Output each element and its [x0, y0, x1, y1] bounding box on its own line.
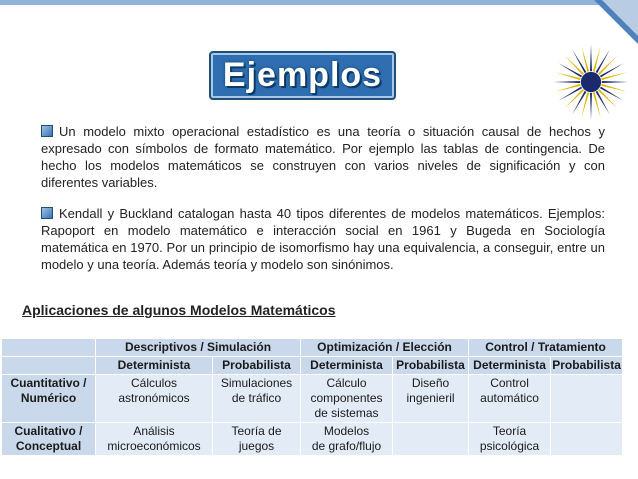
- group-header: Optimización / Elección: [301, 339, 469, 357]
- cell-text-line: Simulaciones: [220, 376, 293, 390]
- cell-text-line: Análisis: [133, 424, 175, 438]
- subheader: Determinista: [301, 357, 393, 375]
- table-row: [2, 375, 623, 423]
- paragraph-2-text: Kendall y Buckland catalogan hasta 40 tipos diferentes de modelos matemáticos. Ejemplos: Rapoport en modelo matemático e interacción social en 1961 y Bugeda en Sociología matemática en 1970. Por un principio de isomorfismo hay una equivalencia, a conseguir, entre un modelo y una teoría. Además teoría y modelo son sinónimos.: [41, 206, 605, 272]
- cell-text-line: microeconómicos: [107, 439, 201, 453]
- table-cell: [551, 423, 623, 456]
- table-cell: [393, 423, 469, 456]
- table-cell: [96, 375, 213, 423]
- checkbox-bullet-icon: [41, 207, 53, 219]
- group-header: Control / Tratamiento: [469, 339, 623, 357]
- cell-text-line: automático: [480, 391, 539, 405]
- table-cell: [551, 375, 623, 423]
- table-corner-cell: [2, 339, 96, 357]
- cell-text-line: Diseño: [411, 376, 450, 390]
- table-cell: [213, 375, 301, 423]
- paragraph-2: [41, 205, 605, 273]
- table-cell: [469, 423, 551, 456]
- table-cell: [96, 423, 213, 456]
- top-accent-bar: [0, 0, 638, 5]
- cell-text-line: Control: [490, 376, 529, 390]
- row-label-line: Cuantitativo /: [10, 376, 87, 390]
- cell-text-line: Teoría: [492, 424, 527, 438]
- slide-title: Ejemplos: [222, 56, 383, 94]
- cell-text-line: juegos: [238, 439, 275, 453]
- table-group-header-row: [2, 339, 623, 357]
- corner-decoration-inner: [602, 0, 638, 36]
- sunburst-emblem-icon: [552, 43, 630, 121]
- subheader: Probabilista: [393, 357, 469, 375]
- subheader: Probabilista: [551, 357, 623, 375]
- row-label-line: Cualitativo /: [14, 424, 83, 438]
- row-label: [2, 423, 96, 456]
- title-banner: [209, 51, 396, 100]
- table-cell: [393, 375, 469, 423]
- table-row: [2, 423, 623, 456]
- row-label-line: Numérico: [20, 391, 77, 405]
- cell-text-line: componentes: [310, 391, 383, 405]
- table-cell: [213, 423, 301, 456]
- cell-text-line: ingenieril: [406, 391, 455, 405]
- paragraph-1-text: Un modelo mixto operacional estadístico es una teoría o situación causal de hechos y expresado con símbolos de formato matemático. Por ejemplo las tablas de contingencia. De hecho los modelos matemáticos se construyen con varios niveles de significación y con diferentes variables.: [41, 124, 605, 190]
- models-table: [1, 338, 623, 456]
- cell-text-line: Cálculos: [130, 376, 178, 390]
- cell-text-line: Teoría de: [231, 424, 282, 438]
- table-corner-cell: [2, 357, 96, 375]
- cell-text-line: de grafo/flujo: [311, 439, 382, 453]
- table-cell: [301, 375, 393, 423]
- table-cell: [301, 423, 393, 456]
- section-title: Aplicaciones de algunos Modelos Matemáticos: [22, 302, 336, 318]
- row-label: [2, 375, 96, 423]
- subheader: Probabilista: [213, 357, 301, 375]
- cell-text-line: de sistemas: [314, 406, 379, 420]
- subheader: Determinista: [469, 357, 551, 375]
- cell-text-line: astronómicos: [118, 391, 190, 405]
- row-label-line: Conceptual: [15, 439, 82, 453]
- table-cell: [469, 375, 551, 423]
- checkbox-bullet-icon: [41, 125, 53, 137]
- paragraph-1: [41, 123, 605, 191]
- cell-text-line: Modelos: [323, 424, 370, 438]
- cell-text-line: de tráfico: [231, 391, 282, 405]
- table-subheader-row: [2, 357, 623, 375]
- cell-text-line: Cálculo: [326, 376, 367, 390]
- group-header: Descriptivos / Simulación: [96, 339, 301, 357]
- cell-text-line: psicológica: [479, 439, 540, 453]
- subheader: Determinista: [96, 357, 213, 375]
